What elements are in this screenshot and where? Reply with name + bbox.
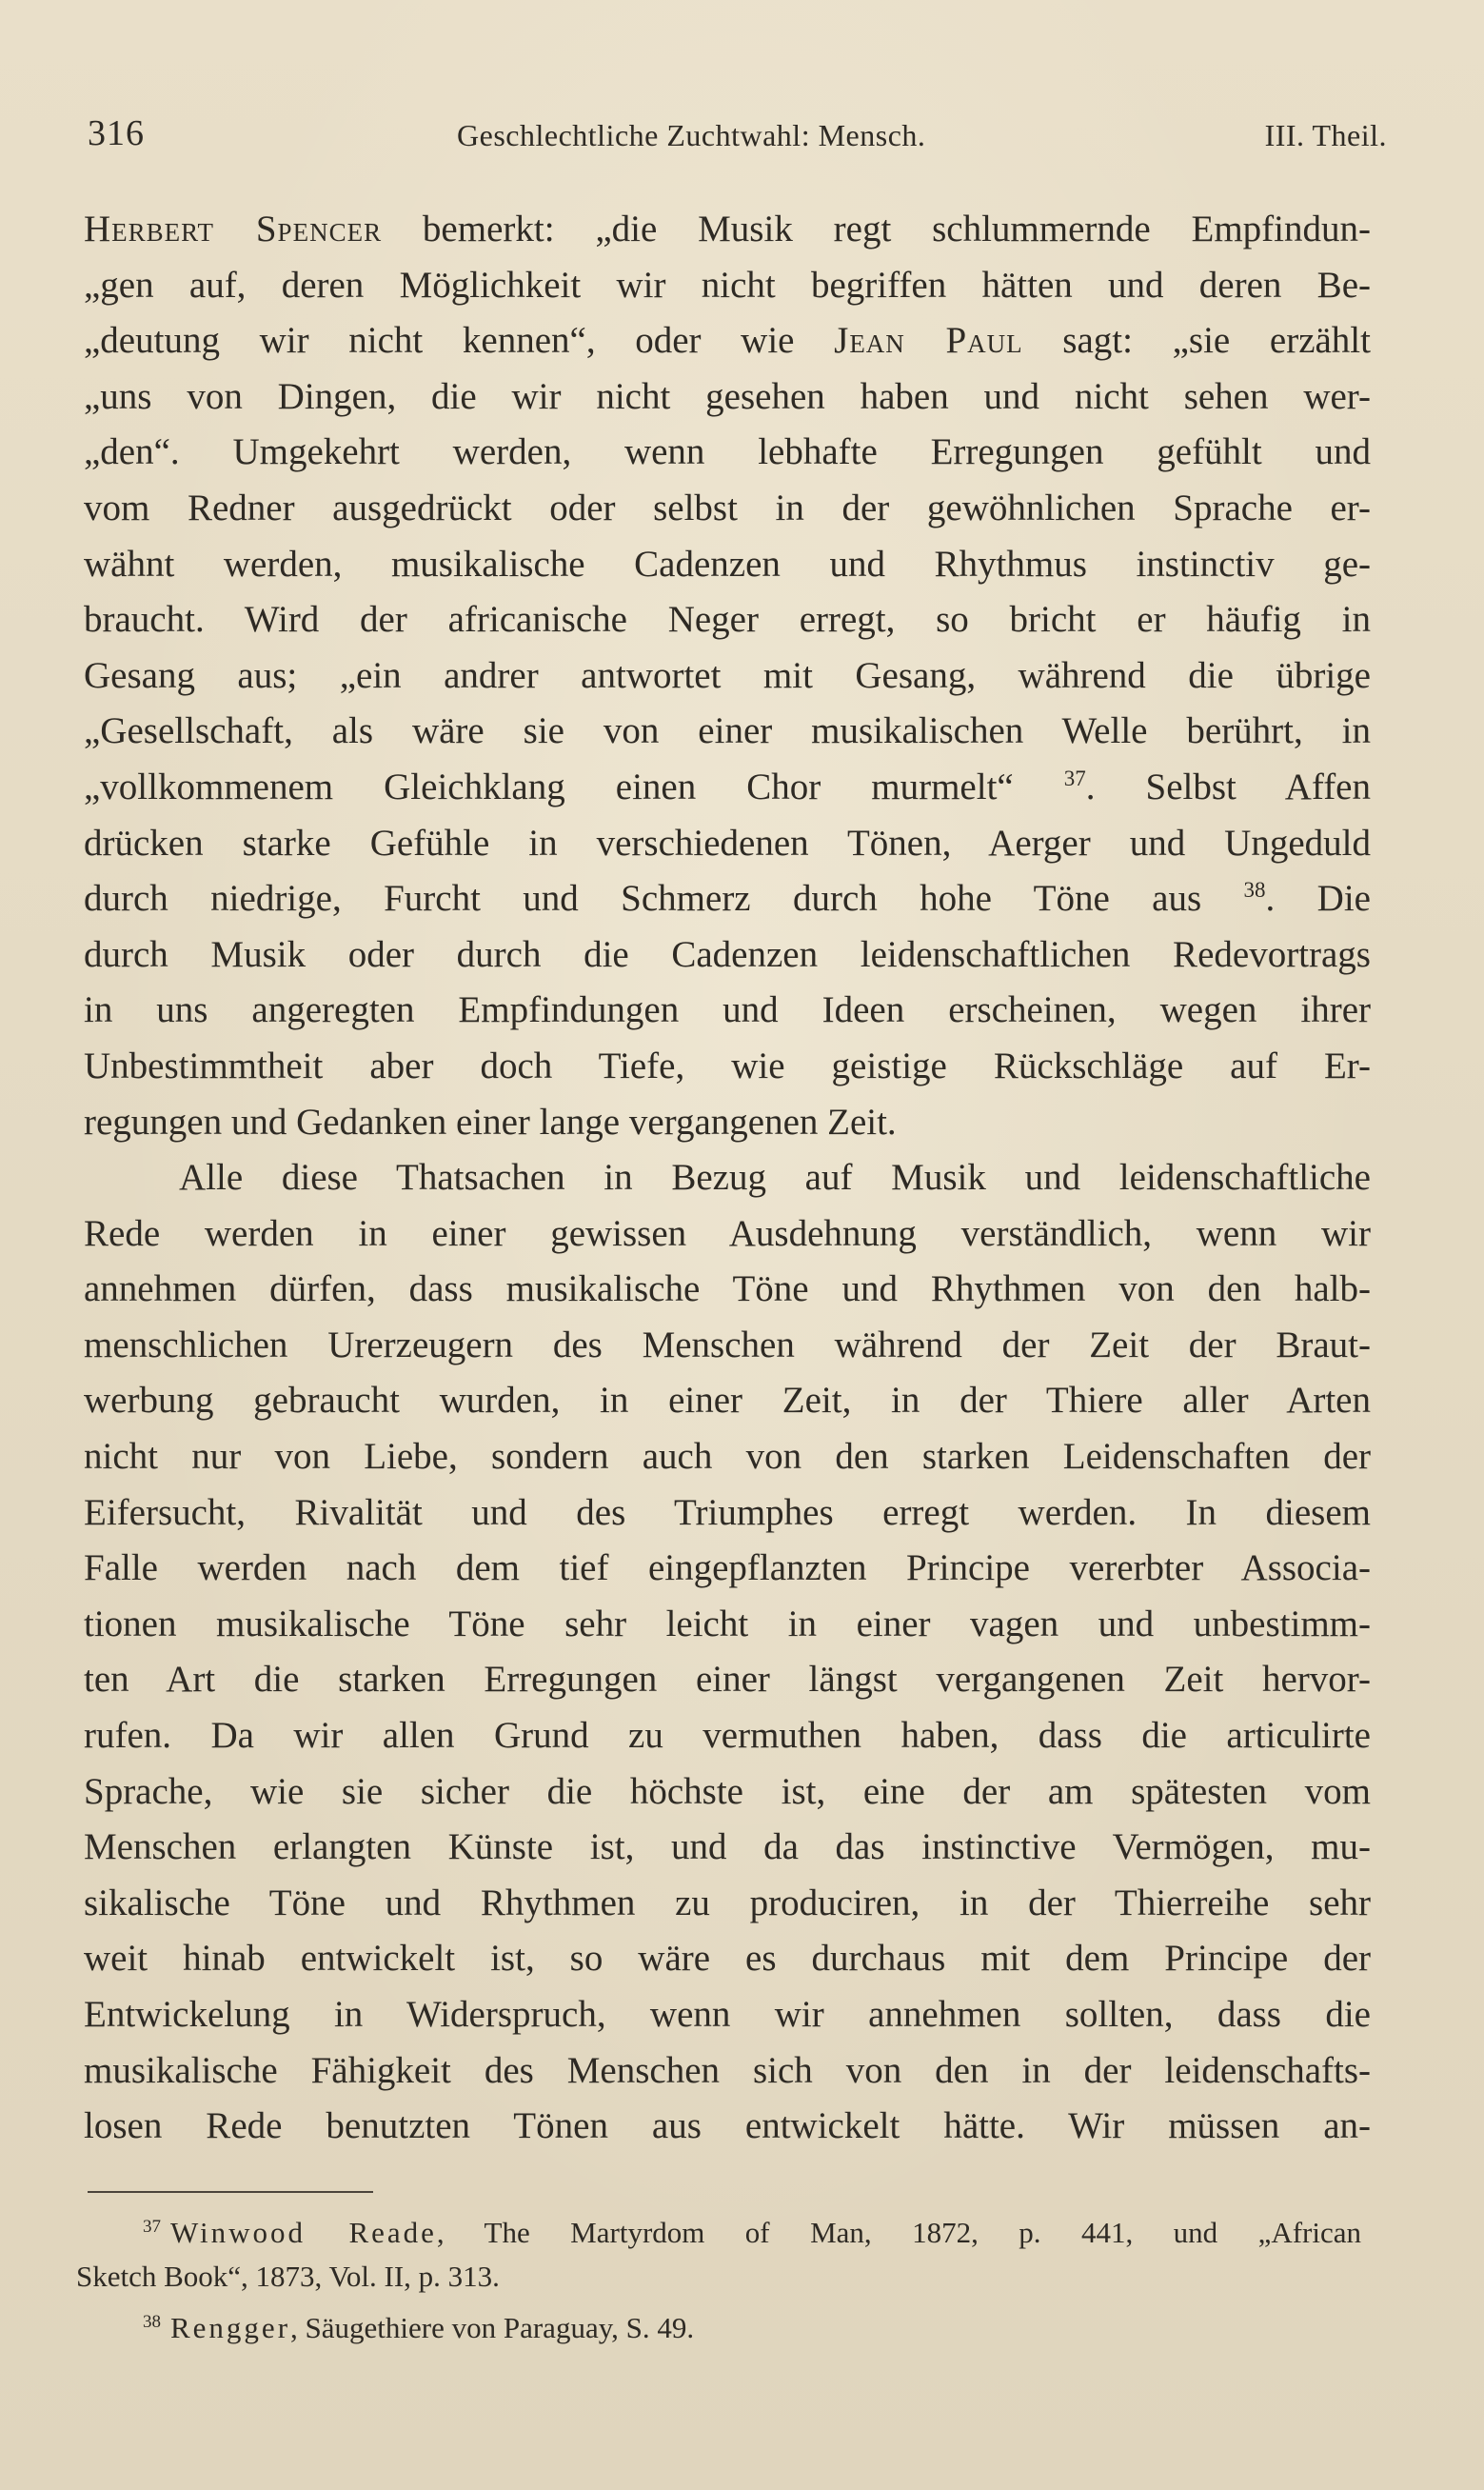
footnote-38: $^{38}$ Rengger, Säugethiere von Paraguay, S. 49. bbox=[143, 2311, 695, 2344]
text-line: Unbestimmtheit aber doch Tiefe, wie geistige Rückschläge auf Er- bbox=[84, 1045, 1371, 1086]
footnote-number: 37 bbox=[143, 2217, 161, 2237]
text-line: Falle werden nach dem tief eingepflanzten Principe vererbter Associa- bbox=[84, 1547, 1371, 1589]
text-line: durch Musik oder durch die Cadenzen leidenschaftlichen Redevortrags bbox=[84, 933, 1371, 975]
text-line: „Gesellschaft, als wäre sie von einer musikalischen Welle berührt, in bbox=[84, 710, 1371, 752]
text-line: drücken starke Gefühle in verschiedenen Tönen, Aerger und Ungeduld bbox=[84, 822, 1371, 864]
text-line: wähnt werden, musikalische Cadenzen und Rhythmus instinctiv ge- bbox=[84, 543, 1371, 585]
text-line: weit hinab entwickelt ist, so wäre es durchaus mit dem Principe der bbox=[84, 1938, 1371, 1980]
footnote-37-continued: Sketch Book“, 1873, Vol. II, p. 313. bbox=[76, 2260, 500, 2293]
text-line: werbung gebraucht wurden, in einer Zeit, in der Thiere aller Arten bbox=[84, 1380, 1371, 1422]
footnote-number: 38 bbox=[143, 2312, 161, 2332]
text-line: tionen musikalische Töne sehr leicht in einer vagen und unbestimm- bbox=[84, 1603, 1371, 1644]
footnote-divider bbox=[88, 2191, 373, 2193]
text-line: ten Art die starken Erregungen einer längst vergangenen Zeit hervor- bbox=[84, 1659, 1371, 1701]
body-text bbox=[84, 202, 1371, 2155]
page-header bbox=[88, 112, 1387, 160]
running-title: Geschlechtliche Zuchtwahl: Mensch. bbox=[457, 118, 926, 152]
text-line: durch niedrige, Furcht und Schmerz durch hohe Töne aus $^{38}$. Die bbox=[84, 878, 1371, 920]
text-line: nicht nur von Liebe, sondern auch von den starken Leidenschaften der bbox=[84, 1436, 1371, 1478]
text-line: „deutung wir nicht kennen“, oder wie Jean Paul sagt: „sie erzählt bbox=[84, 320, 1371, 362]
footnote-37: $^{37}$ Winwood Reade, The Martyrdom of Man, 1872, p. 441, und „African bbox=[143, 2216, 1361, 2249]
footnote-author: Rengger bbox=[170, 2311, 291, 2344]
text-line: rufen. Da wir allen Grund zu vermuthen haben, dass die articulirte bbox=[84, 1715, 1371, 1757]
author-name: Jean Paul bbox=[834, 320, 1023, 362]
section-label: III. Theil. bbox=[1264, 118, 1387, 152]
text-line: vom Redner ausgedrückt oder selbst in der gewöhnlichen Sprache er- bbox=[84, 487, 1371, 528]
footnote-ref[interactable]: 37 bbox=[1063, 766, 1086, 790]
text-line: musikalische Fähigkeit des Menschen sich von den in der leidenschafts- bbox=[84, 2049, 1371, 2091]
text-line: Menschen erlangten Künste ist, und da das instinctive Vermögen, mu- bbox=[84, 1826, 1371, 1868]
text-line: sikalische Töne und Rhythmen zu produciren, in der Thierreihe sehr bbox=[84, 1882, 1371, 1923]
text-line: Eifersucht, Rivalität und des Triumphes erregt werden. In diesem bbox=[84, 1491, 1371, 1533]
text-line: „vollkommenem Gleichklang einen Chor murmelt“ $^{37}$. Selbst Affen bbox=[84, 766, 1371, 807]
footnote-ref[interactable]: 38 bbox=[1243, 878, 1266, 903]
paragraph-start-line: Alle diese Thatsachen in Bezug auf Musik und leidenschaftliche bbox=[179, 1157, 1371, 1199]
text-line: „den“. Umgekehrt werden, wenn lebhafte Erregungen gefühlt und bbox=[84, 431, 1371, 473]
text-line: menschlichen Urerzeugern des Menschen während der Zeit der Braut- bbox=[84, 1324, 1371, 1365]
text-line: annehmen dürfen, dass musikalische Töne und Rhythmen von den halb- bbox=[84, 1268, 1371, 1310]
text-line: losen Rede benutzten Tönen aus entwickelt hätte. Wir müssen an- bbox=[84, 2105, 1371, 2147]
text-line: Herbert Spencer bemerkt: „die Musik regt schlummernde Empfindun- bbox=[84, 209, 1371, 249]
text-line: Entwickelung in Widerspruch, wenn wir annehmen sollten, dass die bbox=[84, 1994, 1371, 2035]
text-line: „gen auf, deren Möglichkeit wir nicht begriffen hätten und deren Be- bbox=[84, 264, 1371, 306]
footnotes bbox=[76, 2211, 1361, 2350]
author-name: Herbert Spencer bbox=[84, 209, 383, 249]
text-line: regungen und Gedanken einer lange vergangenen Zeit. bbox=[84, 1101, 897, 1143]
page-number: 316 bbox=[88, 113, 145, 153]
text-line: „uns von Dingen, die wir nicht gesehen haben und nicht sehen wer- bbox=[84, 375, 1371, 417]
text-line: braucht. Wird der africanische Neger erregt, so bricht er häufig in bbox=[84, 599, 1371, 641]
footnote-author: Winwood Reade bbox=[170, 2216, 437, 2249]
text-line: in uns angeregten Empfindungen und Ideen erscheinen, wegen ihrer bbox=[84, 989, 1371, 1031]
text-line: Gesang aus; „ein andrer antwortet mit Gesang, während die übrige bbox=[84, 654, 1371, 696]
text-line: Rede werden in einer gewissen Ausdehnung verständlich, wenn wir bbox=[84, 1212, 1371, 1254]
text-line: Sprache, wie sie sicher die höchste ist, eine der am spätesten vom bbox=[84, 1770, 1371, 1812]
